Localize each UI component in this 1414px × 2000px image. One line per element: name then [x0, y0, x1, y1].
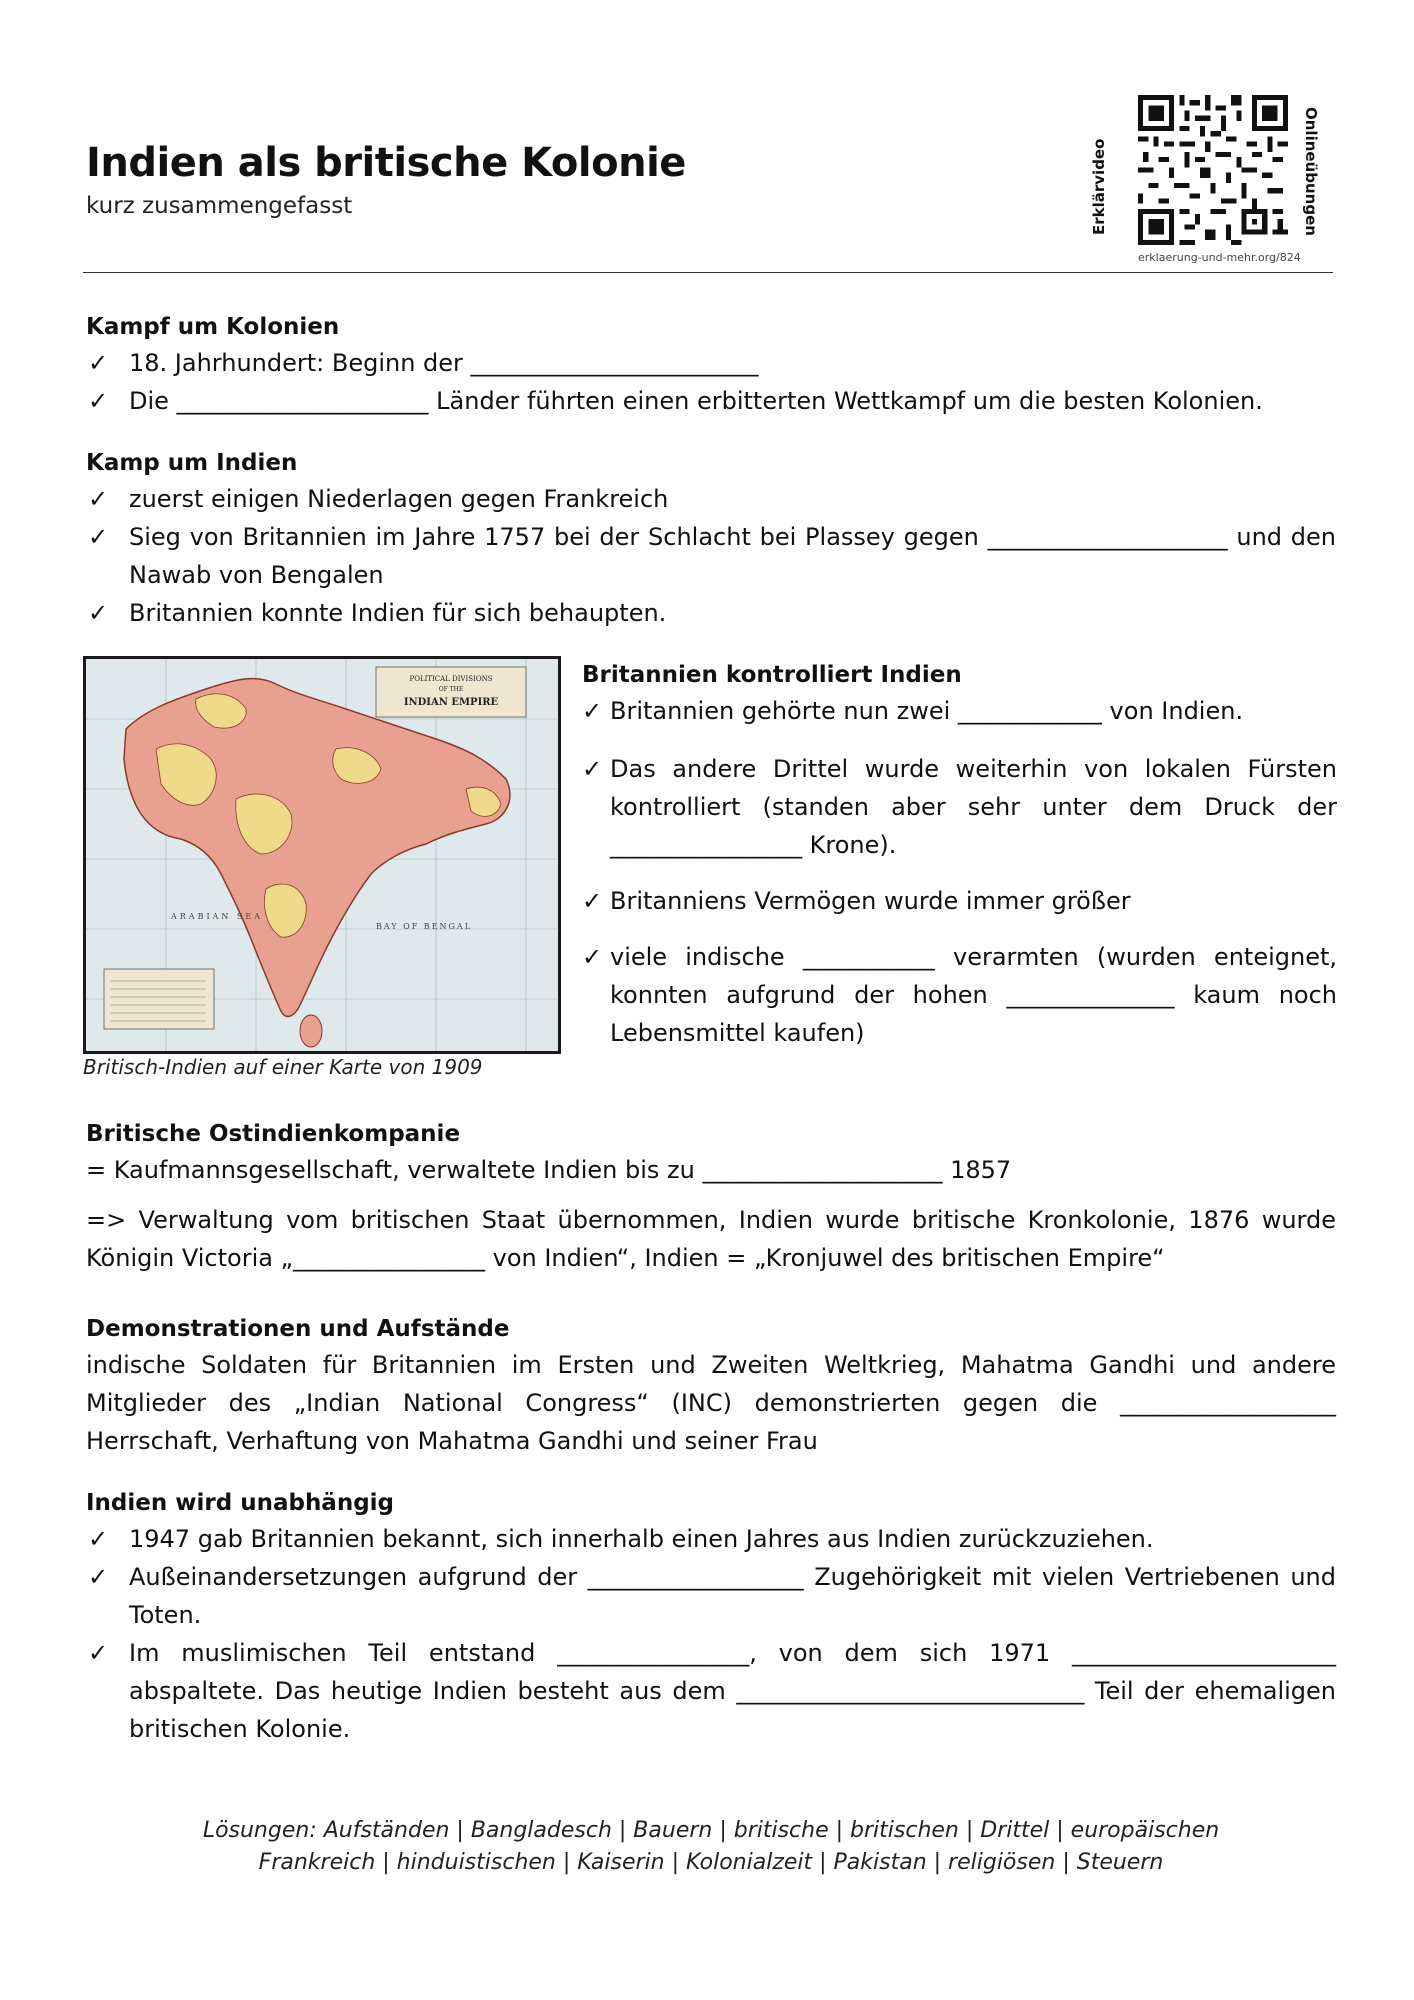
section-heading: Kampf um Kolonien	[86, 314, 340, 340]
list-item: ✓ viele indische ___________ verarmten (wurden enteignet, konnten aufgrund der hohen ______________ kaum noch Lebensmittel kaufen)	[582, 938, 1337, 1052]
list-item: ✓ 1947 gab Britannien bekannt, sich innerhalb einen Jahres aus Indien zurückzuziehen.	[86, 1520, 1336, 1558]
svg-text:POLITICAL DIVISIONS: POLITICAL DIVISIONS	[409, 675, 493, 683]
bullet-list	[86, 480, 1336, 632]
list-item: ✓ zuerst einigen Niederlagen gegen Frankreich	[86, 480, 1336, 518]
solutions-box	[86, 1815, 1336, 1879]
india-map-illustration	[86, 659, 558, 1051]
svg-text:OF THE: OF THE	[438, 686, 464, 693]
solutions-line: Lösungen: Aufständen | Bangladesch | Bauern | britische | britischen | Drittel | europäischen	[202, 1818, 1220, 1843]
svg-text:ARABIAN SEA: ARABIAN SEA	[171, 912, 264, 921]
section-heading: Britische Ostindienkompanie	[86, 1121, 461, 1147]
svg-text:BAY OF BENGAL: BAY OF BENGAL	[376, 922, 473, 931]
header-divider	[83, 272, 1333, 273]
section-demonstrationen	[86, 1312, 1336, 1460]
list-item: ✓ Britanniens Vermögen wurde immer größer	[582, 882, 1337, 920]
paragraph: = Kaufmannsgesellschaft, verwaltete Indien bis zu ____________________ 1857	[86, 1156, 1012, 1184]
list-item: ✓ Sieg von Britannien im Jahre 1757 bei der Schlacht bei Plassey gegen ____________________ und den Nawab von Bengalen	[86, 518, 1336, 594]
qr-right-label: Onlineübungen	[1302, 107, 1320, 236]
list-item: ✓ Das andere Drittel wurde weiterhin von lokalen Fürsten kontrolliert (standen aber sehr unter dem Druck der ________________ Krone).	[582, 750, 1337, 864]
list-item: ✓ Britannien gehörte nun zwei ____________ von Indien.	[582, 692, 1337, 730]
solutions-line: Frankreich | hinduistischen | Kaiserin | Kolonialzeit | Pakistan | religiösen | Steuern	[258, 1850, 1164, 1875]
list-item: ✓ Im muslimischen Teil entstand ________________, von dem sich 1971 ______________________ abspaltete. Das heutige Indien besteht aus dem _____________________________ Teil der ehemaligen britischen Kolonie.	[86, 1634, 1336, 1748]
section-kamp-um-indien	[86, 446, 1336, 632]
section-heading: Indien wird unabhängig	[86, 1490, 395, 1516]
section-britannien-kontrolliert	[582, 658, 1337, 1052]
svg-text:INDIAN EMPIRE: INDIAN EMPIRE	[403, 697, 499, 708]
paragraph: => Verwaltung vom britischen Staat übernommen, Indien wurde britische Kronkolonie, 1876 wurde Königin Victoria „________________ von Indien“, Indien = „Kronjuwel des britischen Empire“	[86, 1206, 1336, 1272]
qr-left-label: Erklärvideo	[1090, 138, 1108, 235]
section-indien-unabhaengig	[86, 1486, 1336, 1748]
india-map-image	[83, 656, 561, 1054]
page-title: Indien als britische Kolonie	[86, 140, 686, 186]
qr-url[interactable]: erklaerung-und-mehr.org/824	[1138, 251, 1301, 264]
paragraph: indische Soldaten für Britannien im Ersten und Zweiten Weltkrieg, Mahatma Gandhi und andere Mitglieder des „Indian National Congress“ (INC) demonstrierten gegen die __________________ Herrschaft, Verhaftung von Mahatma Gandhi und seiner Frau	[86, 1351, 1336, 1455]
section-kampf-um-kolonien	[86, 310, 1336, 420]
list-item: ✓ Außeinandersetzungen aufgrund der __________________ Zugehörigkeit mit vielen Vertriebenen und Toten.	[86, 1558, 1336, 1634]
section-ostindienkompanie	[86, 1117, 1336, 1277]
qr-code-block[interactable]	[1090, 95, 1330, 265]
list-item: ✓ Die _____________________ Länder führten einen erbitterten Wettkampf um die besten Kolonien.	[86, 382, 1336, 420]
page-subtitle: kurz zusammengefasst	[86, 193, 353, 219]
section-heading: Kamp um Indien	[86, 450, 298, 476]
map-caption: Britisch-Indien auf einer Karte von 1909	[83, 1055, 483, 1079]
bullet-list	[86, 1520, 1336, 1748]
section-heading: Britannien kontrolliert Indien	[582, 662, 962, 688]
bullet-list	[86, 344, 1336, 420]
qr-code-icon[interactable]	[1138, 95, 1288, 245]
list-item: ✓ Britannien konnte Indien für sich behaupten.	[86, 594, 1336, 632]
list-item: ✓ 18. Jahrhundert: Beginn der ________________________	[86, 344, 1336, 382]
section-heading: Demonstrationen und Aufstände	[86, 1316, 510, 1342]
